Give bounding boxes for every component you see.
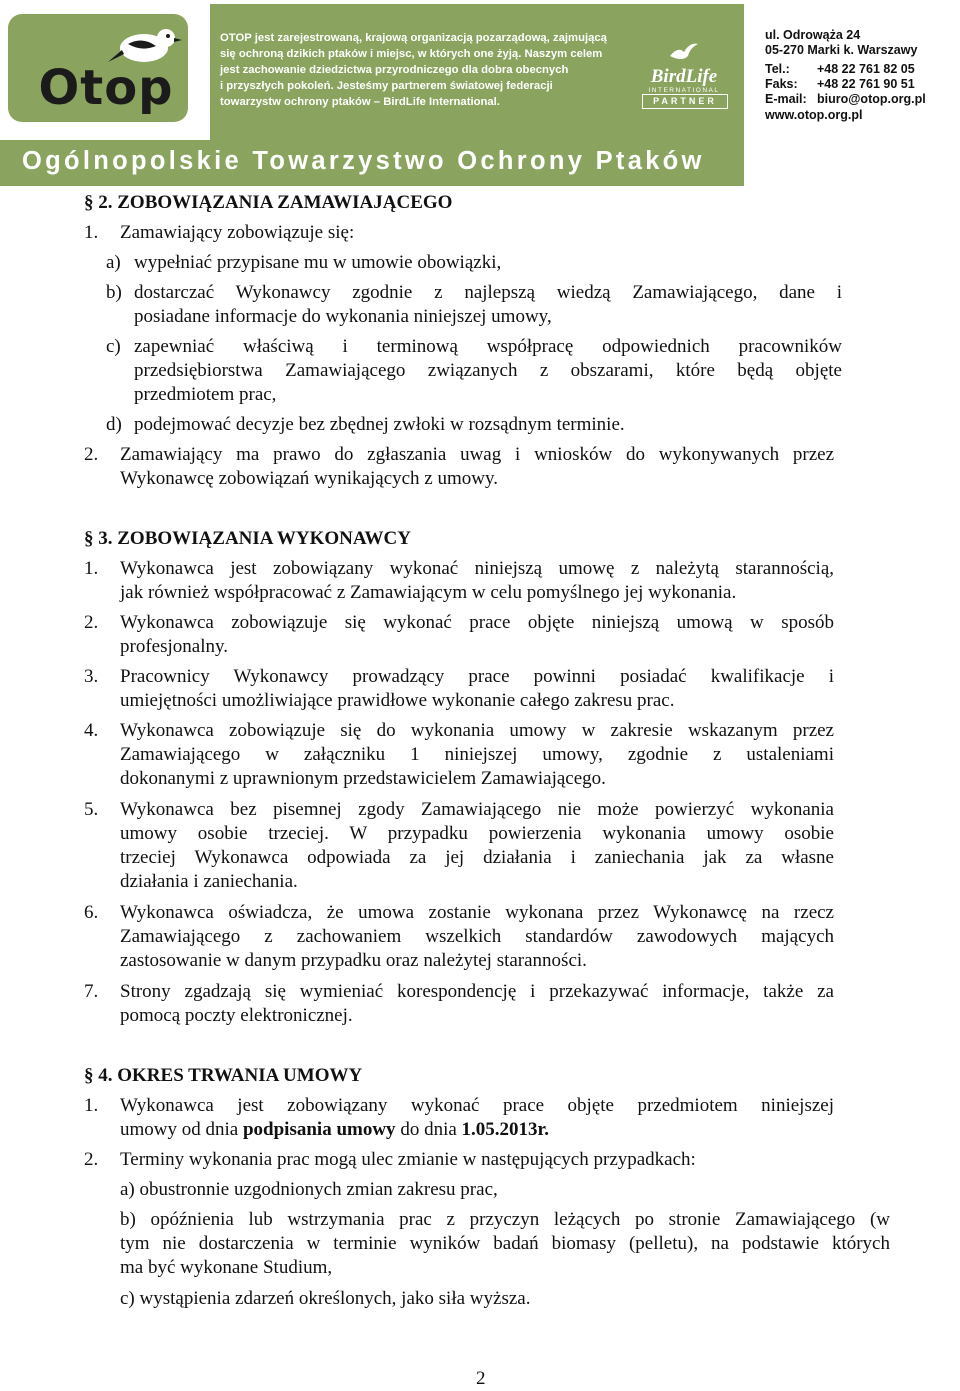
s3-item-line: profesjonalny. xyxy=(120,636,228,657)
page-number: 2 xyxy=(476,1368,486,1389)
letterhead xyxy=(0,0,960,186)
s2-c-line: przedmiotem prac, xyxy=(134,384,277,405)
s4-item-1-num: 1. xyxy=(84,1095,99,1116)
s3-item-line: zastosowanie w danym przypadku oraz należytej staranności. xyxy=(120,950,587,971)
email-row xyxy=(765,92,957,107)
address-line: ul. Odrowąża 24 xyxy=(765,28,861,42)
s4-bold-date: 1.05.2013r. xyxy=(461,1119,549,1140)
s2-b-label: b) xyxy=(106,282,122,303)
address-line: 05-270 Marki k. Warszawy xyxy=(765,43,918,57)
s3-item-line: Zamawiającego z zachowaniem wszelkich standardów zawodowych mających xyxy=(120,926,834,947)
s2-b-line: dostarczać Wykonawcy zgodnie z najlepszą wiedzą Zamawiającego, dane i xyxy=(134,282,842,303)
s3-item-line: trzeciej Wykonawca odpowiada za jej działania i zaniechania jak za własne xyxy=(120,847,834,868)
org-desc-line: się ochroną dzikich ptaków i miejsc, w których one żyją. Naszym celem xyxy=(220,48,603,60)
s4-text: umowy od dnia xyxy=(120,1119,243,1140)
s2-item-2-num: 2. xyxy=(84,444,99,465)
s4-a-text: a) obustronnie uzgodnionych zmian zakresu prac, xyxy=(120,1179,498,1200)
email-label: E-mail: xyxy=(765,92,807,106)
s2-item-1-num: 1. xyxy=(84,222,99,243)
s3-item-line: działania i zaniechania. xyxy=(120,871,298,892)
s2-d-text: podejmować decyzje bez zbędnej zwłoki w rozsądnym terminie. xyxy=(134,414,625,435)
contact-block xyxy=(765,28,957,107)
s4-item-1-line2 xyxy=(120,1118,549,1142)
s4-b-line: b) opóźnienia lub wstrzymania prac z przyczyn leżących po stronie Zamawiającego (w xyxy=(120,1209,890,1230)
s4-text: do dnia xyxy=(395,1119,462,1140)
banner-text: Ogólnopolskie Towarzystwo Ochrony Ptaków xyxy=(22,147,705,175)
s3-item-num: 3. xyxy=(84,666,99,687)
tel-row xyxy=(765,62,957,77)
s2-a-label: a) xyxy=(106,252,121,273)
email-value: biuro@otop.org.pl xyxy=(817,92,926,106)
s3-item-num: 7. xyxy=(84,981,99,1002)
s3-item-line: Wykonawca zobowiązuje się do wykonania umowy w zakresie wskazanym przez xyxy=(120,720,834,741)
s4-bold-signing: podpisania umowy xyxy=(242,1119,396,1140)
org-name-banner xyxy=(0,140,744,186)
s3-item-num: 2. xyxy=(84,612,99,633)
s4-item-2-num: 2. xyxy=(84,1149,99,1170)
logo-text: Otop xyxy=(38,60,174,116)
s3-item-num: 5. xyxy=(84,799,99,820)
website-link: www.otop.org.pl xyxy=(765,108,863,122)
tel-label: Tel.: xyxy=(765,62,790,76)
s3-item-line: Wykonawca zobowiązuje się wykonać prace objęte niniejszą umową w sposób xyxy=(120,612,834,633)
s3-item-line: Wykonawca jest zobowiązany wykonać niniejszą umowę z należytą starannością, xyxy=(120,558,834,579)
org-description xyxy=(220,30,620,110)
fax-value: +48 22 761 90 51 xyxy=(817,77,915,91)
s4-b-line: ma być wykonane Studium, xyxy=(120,1257,333,1278)
org-desc-line: towarzystw ochrony ptaków – BirdLife International. xyxy=(220,96,500,108)
s3-item-num: 1. xyxy=(84,558,99,579)
s2-b-line: posiadane informacje do wykonania niniejszej umowy, xyxy=(134,306,552,327)
s2-c-line: zapewniać właściwą i terminową współpracę odpowiednich pracowników xyxy=(134,336,842,357)
s3-item-line: Wykonawca oświadcza, że umowa zostanie wykonana przez Wykonawcę na rzecz xyxy=(120,902,834,923)
s2-d-label: d) xyxy=(106,414,122,435)
birdlife-bird-icon xyxy=(668,40,700,66)
otop-logo xyxy=(8,14,188,122)
s3-item-line: Wykonawca bez pisemnej zgody Zamawiającego nie może powierzyć wykonania xyxy=(120,799,834,820)
org-info-box xyxy=(210,4,744,140)
org-desc-line: OTOP jest zarejestrowaną, krajową organizacją pozarządową, zajmującą xyxy=(220,32,607,44)
org-desc-line: i przyszłych pokoleń. Jesteśmy partnerem światowej federacji xyxy=(220,80,553,92)
s3-item-line: Zamawiającego w załączniku 1 niniejszej umowy, zgodnie z ustaleniami xyxy=(120,744,834,765)
s3-item-line: pomocą poczty elektronicznej. xyxy=(120,1005,353,1026)
tel-value: +48 22 761 82 05 xyxy=(817,62,915,76)
s3-item-line: umowy osobie trzeciej. W przypadku powierzenia wykonania umowy osobie xyxy=(120,823,834,844)
fax-row xyxy=(765,77,957,92)
s2-item-2-line: Wykonawcę zobowiązań wynikających z umowy. xyxy=(120,468,499,489)
s4-c-text: c) wystąpienia zdarzeń określonych, jako siła wyższa. xyxy=(120,1288,531,1309)
s2-item-2-line: Zamawiający ma prawo do zgłaszania uwag i wniosków do wykonywanych przez xyxy=(120,444,834,465)
birdlife-logo xyxy=(638,40,730,108)
s3-item-line: dokonanymi z uprawnionym przedstawicielem Zamawiającego. xyxy=(120,768,606,789)
s2-a-text: wypełniać przypisane mu w umowie obowiązki, xyxy=(134,252,502,273)
birdlife-partner: PARTNER xyxy=(642,94,728,109)
s4-item-1-line: Wykonawca jest zobowiązany wykonać prace objęte przedmiotem niniejszej xyxy=(120,1095,834,1116)
org-desc-line: jest zachowanie dziedzictwa przyrodniczego dla dobra obecnych xyxy=(220,64,569,76)
s3-item-line: jak również współpracować z Zamawiającym w celu pomyślnego jej wykonania. xyxy=(120,582,737,603)
s2-c-line: przedsiębiorstwa Zamawiającego związanych z obszarami, które będą objęte xyxy=(134,360,842,381)
s3-item-line: Strony zgadzają się wymieniać korespondencję i przekazywać informacje, także za xyxy=(120,981,834,1002)
s2-item-1-text: Zamawiający zobowiązuje się: xyxy=(120,222,355,243)
s3-item-line: umiejętności umożliwiające prawidłowe wykonanie całego zakresu prac. xyxy=(120,690,675,711)
section-3-heading: § 3. ZOBOWIĄZANIA WYKONAWCY xyxy=(84,528,411,549)
s3-item-num: 6. xyxy=(84,902,99,923)
s3-item-line: Pracownicy Wykonawcy prowadzący prace powinni posiadać kwalifikacje i xyxy=(120,666,834,687)
birdlife-name: BirdLife xyxy=(650,66,718,87)
birdlife-international: INTERNATIONAL xyxy=(648,87,720,94)
s2-c-label: c) xyxy=(106,336,121,357)
s4-b-line: tym nie dostarczenia w terminie wyników badań biomasy (pelletu), na podstawie których xyxy=(120,1233,890,1254)
s3-item-num: 4. xyxy=(84,720,99,741)
section-4-heading: § 4. OKRES TRWANIA UMOWY xyxy=(84,1065,363,1086)
s4-item-2-text: Terminy wykonania prac mogą ulec zmianie w następujących przypadkach: xyxy=(120,1149,696,1170)
section-2-heading: § 2. ZOBOWIĄZANIA ZAMAWIAJĄCEGO xyxy=(84,192,453,213)
fax-label: Faks: xyxy=(765,77,798,91)
